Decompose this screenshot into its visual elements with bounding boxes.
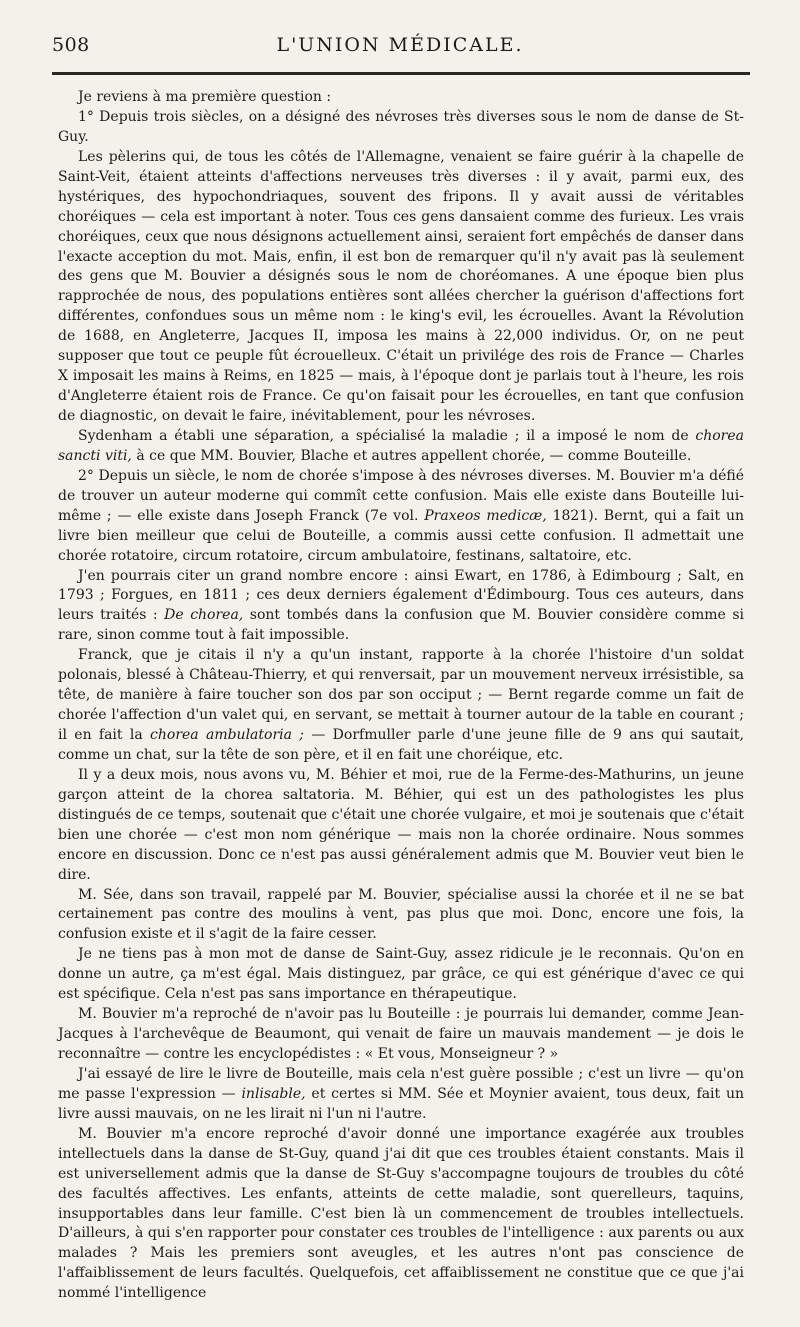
paragraph [58,108,744,148]
text-run: M. Bouvier m'a reproché de n'avoir pas lu Bouteille : je pourrais lui demander, comme Jean-Jacques à l'archevêque de Beaumont, qui venait de faire un mauvais mandement — je dois le reconnaître — contre les encyclopédistes : « Et vous, Monseigneur ? » [58,1006,744,1062]
text-run: Je reviens à ma première question : [78,89,332,105]
page-number: 508 [52,34,90,56]
text-run: sont tombés dans la confusion que M. Bouvier considère comme si rare, sinon comme tout à fait impossible. [58,607,744,644]
header-rule [52,72,750,75]
text-run: M. Bouvier m'a encore reproché d'avoir donné une importance exagérée aux troubles intellectuels dans la danse de St-Guy, quand j'ai dit que ces troubles étaient constants. Mais il est universellement admis que la danse de St-Guy s'accompagne toujours de troubles du côté des facultés affectives. Les enfants, atteints de cette maladie, sont querelleurs, taquins, insupportables dans leur famille. C'est bien là un commencement de troubles intellectuels. D'ailleurs, à qui s'en rapporter pour constater ces troubles de l'intelligence : aux parents ou aux malades ? Mais les premiers sont aveugles, et les autres n'ont pas conscience de l'affaiblissement de leurs facultés. Quelquefois, cet affaiblissement ne constitue que ce que j'ai nommé l'intelligence [58,1125,744,1302]
text-run: — Dorfmuller parle d'une jeune fille de 9 ans qui sautait, comme un chat, sur la tête de son père, et il en fait une choréique, etc. [58,727,745,763]
text-run: J'en pourrais citer un grand nombre encore : ainsi Ewart, en 1786, à Edimbourg ; Salt, en 1793 ; Forgues, en 1811 ; ces deux derniers également d'Édimbourg. Tous ces auteurs, dans leurs traités : [58,567,744,624]
paragraph [58,1005,744,1065]
paragraph [58,467,744,567]
text-run: Je ne tiens pas à mon mot de danse de Saint-Guy, assez ridicule je le reconnais. Qu'on en donne un autre, ça m'est égal. Mais distinguez, par grâce, ce qui est générique d'avec ce qui est spécifique. Cela n'est pas sans importance en thérapeutique. [58,946,744,1003]
text-run: M. Sée, dans son travail, rappelé par M. Bouvier, spécialise aussi la chorée et il ne se bat certainement pas contre des moulins à vent, pas plus que moi. Donc, encore une fois, la confusion existe et il s'agit de la faire cesser. [58,886,744,943]
text-run: Franck, que je citais il n'y a qu'un instant, rapporte à la chorée l'histoire d'un soldat polonais, blessé à Château-Thierry, et qui renversait, par un mouvement nerveux irrésistible, sa tête, de manière à faire toucher son dos par son occiput ; — Bernt regarde comme un fait de chorée l'affection d'un valet qui, en servant, se mettait à tourner autour de la table en courant ; il en fait la [58,647,744,743]
paragraph [58,567,744,647]
paragraph [58,427,744,467]
text-run: 2° Depuis un siècle, le nom de chorée s'impose à des névroses diverses. M. Bouvier m'a défié de trouver un auteur moderne qui commît cette confusion. Mais elle existe dans Bouteille lui-même ; — elle existe dans Joseph Franck (7e vol. [58,467,744,524]
article-body [58,88,744,1304]
italic-term: inlisable, [241,1085,306,1102]
text-run: et certes si MM. Sée et Moynier avaient, tous deux, fait un livre aussi mauvais, on ne les lirait ni l'un ni l'autre. [58,1085,744,1122]
text-run: à ce que MM. Bouvier, Blache et autres appellent chorée, — comme Bouteille. [131,447,692,464]
italic-term: Praxeos medicæ, [424,507,547,524]
paragraph [58,1065,744,1125]
paragraph [58,88,744,108]
paragraph [58,945,744,1005]
text-run: Les pèlerins qui, de tous les côtés de l'Allemagne, venaient se faire guérir à la chapelle de Saint-Veit, étaient atteints d'affections nerveuses très diverses : il y avait, parmi eux, des hystériques, des hypochondriaques, souvent des fripons. Il y avait aussi de véritables choréiques — cela est important à noter. Tous ces gens dansaient comme des furieux. Les vrais choréiques, ceux que nous désignons actuellement ainsi, seraient fort empêchés de danser dans l'exacte acception du mot. Mais, enfin, il est bon de remarquer qu'il n'y avait pas là seulement des gens que M. Bouvier a désignés sous le nom de choréomanes. A une époque bien plus rapprochée de nous, des populations entières sont allées chercher la guérison d'affections fort différentes, confondues sous un même nom : le king's evil, les écrouelles. Avant la Révolution de 1688, en Angleterre, Jacques II, imposa les mains à 22,000 individus. Or, on ne peut supposer que tout ce peuple fût écrouelleux. C'était un privilége des rois de France — Charles X imposait les mains à Reims, en 1825 — mais, à l'époque dont je parlais tout à l'heure, les rois d'Angleterre étaient rois de France. Ce qu'on faisait pour les écrouelles, en tant que confusion de diagnostic, on devait le faire, inévitablement, pour les névroses. [58,148,744,424]
paragraph [58,646,744,766]
paragraph [58,766,744,886]
text-run: 1821). Bernt, qui a fait un livre bien meilleur que celui de Bouteille, a commis aussi cette confusion. Il admettait une chorée rotatoire, circum rotatoire, circum ambulatoire, festinans, saltatoire, etc. [58,507,744,564]
paragraph [58,148,744,427]
italic-term: chorea ambulatoria ; [150,727,305,743]
text-run: J'ai essayé de lire le livre de Bouteille, mais cela n'est guère possible ; c'est un livre — qu'on me passe l'expression — [58,1065,744,1102]
paragraph [58,886,744,946]
running-header [52,34,748,64]
journal-title: L'UNION MÉDICALE. [276,34,524,56]
text-run: Sydenham a établi une séparation, a spécialisé la maladie ; il a imposé le nom de [78,427,696,444]
italic-term: De chorea, [164,607,244,624]
paragraph [58,1125,744,1304]
italic-term: chorea sancti viti, [58,427,744,464]
text-run: 1° Depuis trois siècles, on a désigné des névroses très diverses sous le nom de danse de St-Guy. [58,108,744,145]
text-run: Il y a deux mois, nous avons vu, M. Béhier et moi, rue de la Ferme-des-Mathurins, un jeune garçon atteint de la chorea saltatoria. M. Béhier, qui est un des pathologistes les plus distingués de ce temps, soutenait que c'était une chorée vulgaire, et moi je soutenais que c'était bien une chorée — c'est mon nom générique — mais non la chorée ordinaire. Nous sommes encore en discussion. Donc ce n'est pas aussi généralement admis que M. Bouvier veut bien le dire. [58,766,744,883]
